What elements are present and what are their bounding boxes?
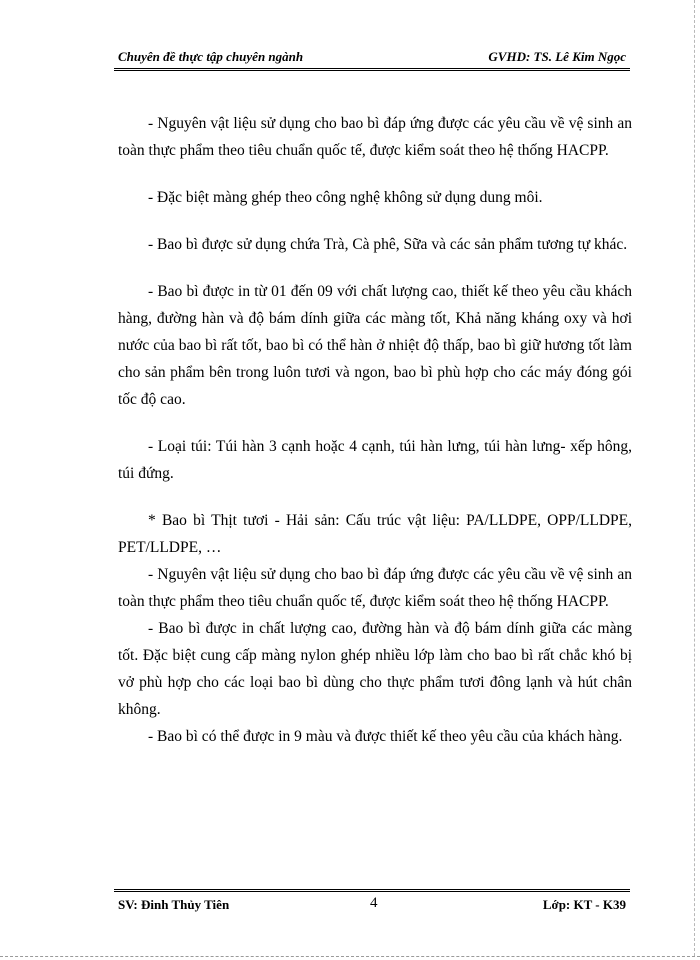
footer-class: Lớp: KT - K39 bbox=[542, 897, 626, 912]
paragraph-solventless: - Đặc biệt màng ghép theo công nghệ không sử dụng dung môi. bbox=[148, 189, 543, 206]
page-edge-bottom bbox=[0, 956, 700, 957]
paragraph-quality: - Bao bì được in chất lượng cao, đường hàn và độ bám dính giữa các màng tốt. Đặc biệt cung cấp màng nylon ghép nhiều lớp làm cho bao bì rất chắc khó bị vở phù hợp cho các loại bao bì dùng cho thực phẩm tươi đông lạnh và hút chân không. bbox=[118, 620, 632, 718]
paragraph-nine-colors: - Bao bì có thể được in 9 màu và được thiết kế theo yêu cầu của khách hàng. bbox=[148, 728, 623, 745]
page-edge-right bbox=[694, 0, 695, 956]
paragraph-uses: - Bao bì được sử dụng chứa Trà, Cà phê, Sữa và các sản phẩm tương tự khác. bbox=[148, 236, 628, 253]
page-footer bbox=[114, 889, 630, 916]
footer-student: SV: Đinh Thủy Tiên bbox=[118, 897, 230, 912]
document-body bbox=[118, 110, 632, 750]
paragraph-bag-types: - Loại túi: Túi hàn 3 cạnh hoặc 4 cạnh, túi hàn lưng, túi hàn lưng- xếp hông, túi đứng. bbox=[118, 438, 632, 482]
header-supervisor: GVHD: TS. Lê Kim Ngọc bbox=[488, 49, 626, 64]
paragraph-printing: - Bao bì được in từ 01 đến 09 với chất lượng cao, thiết kế theo yêu cầu khách hàng, đường hàn và độ bám dính giữa các màng tốt, Khả năng kháng oxy và hơi nước của bao bì rất tốt, bao bì có thể hàn ở nhiệt độ thấp, bao bì giữ hương tốt làm cho sản phẩm bên trong luôn tươi và ngon, bao bì phù hợp cho các máy đóng gói tốc độ cao. bbox=[118, 283, 632, 408]
paragraph-materials-1: - Nguyên vật liệu sử dụng cho bao bì đáp ứng được các yêu cầu về vệ sinh an toàn thực phẩm theo tiêu chuẩn quốc tế, được kiểm soát theo hệ thống HACPP. bbox=[118, 115, 632, 159]
page-number: 4 bbox=[370, 895, 378, 911]
paragraph-meat-seafood: * Bao bì Thịt tươi - Hải sản: Cấu trúc vật liệu: PA/LLDPE, OPP/LLDPE, PET/LLDPE, … bbox=[118, 512, 632, 556]
page-header bbox=[114, 46, 630, 71]
header-course-title: Chuyên đề thực tập chuyên ngành bbox=[118, 49, 304, 64]
paragraph-materials-2: - Nguyên vật liệu sử dụng cho bao bì đáp ứng được các yêu cầu về vệ sinh an toàn thực phẩm theo tiêu chuẩn quốc tế, được kiểm soát theo hệ thống HACPP. bbox=[118, 566, 632, 610]
